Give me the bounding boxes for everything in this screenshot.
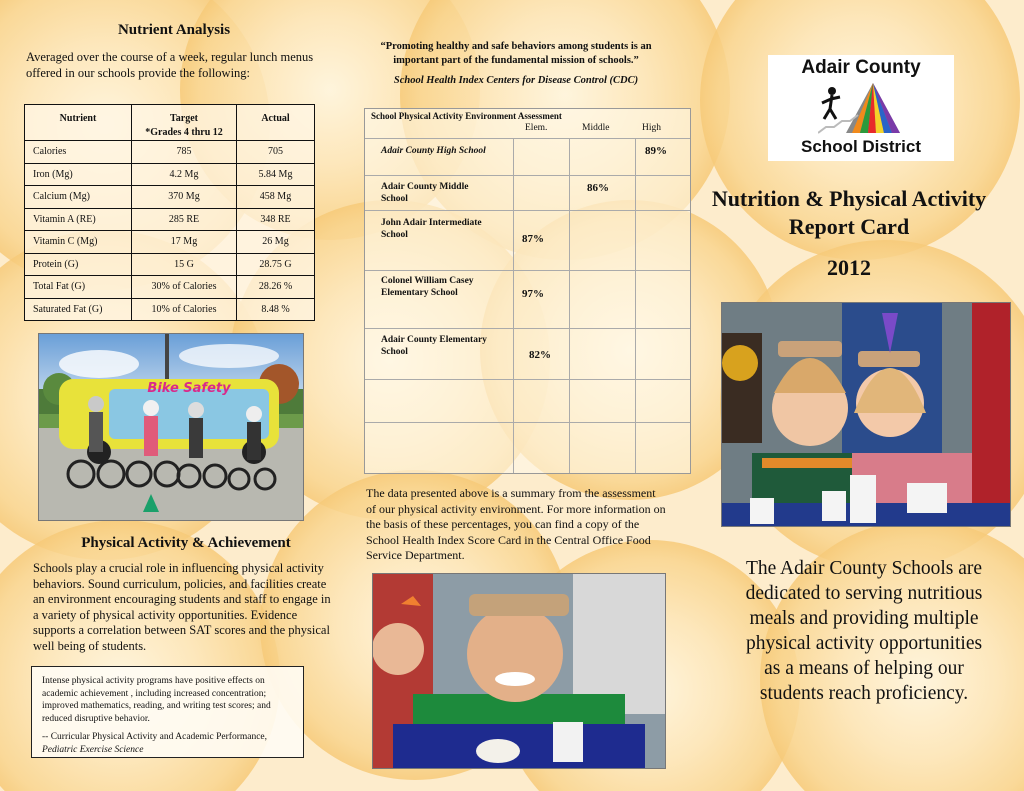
- assessment-note: The data presented above is a summary from the assessment of our physical activity environment. For more information on the basis of these percentages, you can find a copy of the School Health Index Score Card in the Central Office Food Service Department.: [366, 486, 666, 562]
- food-pyramid-icon: [818, 81, 908, 135]
- school-score: 89%: [645, 145, 667, 157]
- nutrient-cell: Iron (Mg): [25, 163, 132, 186]
- research-callout-box: [31, 666, 304, 758]
- nutrient-cell: Calcium (Mg): [25, 186, 132, 209]
- report-title-line-1: Nutrition & Physical Activity: [711, 186, 987, 211]
- target-cell: 17 Mg: [132, 231, 237, 254]
- target-label: Target: [170, 113, 198, 124]
- assessment-title: School Physical Activity Environment Assessment: [371, 111, 562, 121]
- school-name: Adair County High School: [381, 146, 486, 156]
- school-name: Colonel William Casey Elementary School: [381, 276, 474, 298]
- col-header-high: High: [642, 123, 661, 133]
- col-header-target: [132, 105, 237, 141]
- activity-body: Schools play a crucial role in influencing physical activity behaviors. Sound curriculum, policies, and facilities create an environment encouraging students and staff to engage in a variety of physical activity opportunities. Evidence supports a correlation between SAT scores and the physical well being of students.: [33, 561, 331, 653]
- nutrient-analysis-title: Nutrient Analysis: [117, 22, 231, 38]
- van-sign-text: Bike Safety: [147, 381, 231, 396]
- nutrient-cell: Vitamin C (Mg): [25, 231, 132, 254]
- actual-cell: 28.26 %: [237, 276, 315, 299]
- school-score: 82%: [529, 349, 551, 361]
- target-sub-label: *Grades 4 thru 12: [145, 127, 223, 138]
- school-score: 87%: [522, 233, 544, 245]
- nutrient-intro: Averaged over the course of a week, regular lunch menus offered in our schools provide the following:: [26, 50, 314, 80]
- activity-section-title: Physical Activity & Achievement: [81, 535, 291, 551]
- actual-cell: 26 Mg: [237, 231, 315, 254]
- school-name: Adair County Middle School: [381, 182, 469, 204]
- actual-cell: 458 Mg: [237, 186, 315, 209]
- callout-citation: [42, 731, 293, 756]
- bike-safety-photo: [38, 333, 304, 521]
- citation-source: Pediatric Exercise Science: [42, 744, 144, 755]
- col-header-elem: Elem.: [525, 123, 548, 133]
- nutrient-cell: Calories: [25, 141, 132, 164]
- assessment-table: [364, 108, 691, 474]
- district-logo: [768, 55, 954, 161]
- row-divider: [365, 270, 690, 271]
- target-cell: 15 G: [132, 253, 237, 276]
- student-lunch-photo: [372, 573, 666, 769]
- cdc-quote: “Promoting healthy and safe behaviors among students is an important part of the fundamental mission of schools.”: [380, 41, 652, 66]
- actual-cell: 705: [237, 141, 315, 164]
- report-title-line-2: Report Card: [788, 214, 910, 239]
- nutrient-cell: Saturated Fat (G): [25, 298, 132, 321]
- nutrient-table: [24, 104, 315, 321]
- actual-cell: 8.48 %: [237, 298, 315, 321]
- col-divider: [635, 138, 636, 473]
- nutrient-cell: Protein (G): [25, 253, 132, 276]
- table-row: [25, 298, 315, 321]
- citation-prefix: -- Curricular Physical Activity and Academic Performance,: [42, 732, 268, 742]
- school-name: John Adair Intermediate School: [381, 218, 482, 240]
- col-divider: [513, 138, 514, 473]
- school-score: 97%: [522, 288, 544, 300]
- target-cell: 4.2 Mg: [132, 163, 237, 186]
- cdc-quote-source: School Health Index Centers for Disease Control (CDC): [393, 75, 639, 86]
- kids-illustration: [722, 303, 1010, 526]
- col-header-actual: Actual: [237, 105, 315, 141]
- row-divider: [365, 328, 690, 329]
- logo-line-2: School District: [801, 137, 921, 156]
- kids-photo: [721, 302, 1011, 527]
- actual-cell: 28.75 G: [237, 253, 315, 276]
- row-divider: [365, 210, 690, 211]
- target-cell: 785: [132, 141, 237, 164]
- mission-statement: The Adair County Schools are dedicated to serving nutritious meals and providing multiple physical activity opportunities as a means of helping our students reach proficiency.: [745, 558, 983, 704]
- row-divider: [365, 422, 690, 423]
- target-cell: 10% of Calories: [132, 298, 237, 321]
- report-title: [700, 185, 998, 241]
- table-row: [25, 231, 315, 254]
- school-name: Adair County Elementary School: [381, 335, 487, 357]
- col-header-nutrient: Nutrient: [25, 105, 132, 141]
- table-row: [25, 141, 315, 164]
- row-divider: [365, 379, 690, 380]
- col-header-middle: Middle: [582, 123, 610, 133]
- bike-safety-illustration: [39, 334, 303, 520]
- nutrient-cell: Total Fat (G): [25, 276, 132, 299]
- nutrient-table-header: [25, 105, 315, 141]
- actual-cell: 348 RE: [237, 208, 315, 231]
- table-row: [25, 163, 315, 186]
- row-divider: [365, 175, 690, 176]
- school-score: 86%: [587, 182, 609, 194]
- row-divider: [365, 138, 690, 139]
- target-cell: 30% of Calories: [132, 276, 237, 299]
- target-cell: 370 Mg: [132, 186, 237, 209]
- table-row: [25, 253, 315, 276]
- table-row: [25, 276, 315, 299]
- target-cell: 285 RE: [132, 208, 237, 231]
- col-divider: [569, 138, 570, 473]
- nutrient-cell: Vitamin A (RE): [25, 208, 132, 231]
- actual-cell: 5.84 Mg: [237, 163, 315, 186]
- callout-text: Intense physical activity programs have positive effects on academic achievement , including increased concentration; improved mathematics, reading, and writing test scores; and reduced disruptive behavior.: [42, 676, 271, 724]
- student-lunch-illustration: [373, 574, 665, 768]
- logo-line-1: Adair County: [801, 57, 921, 78]
- table-row: [25, 186, 315, 209]
- report-year: 2012: [827, 255, 871, 280]
- table-row: [25, 208, 315, 231]
